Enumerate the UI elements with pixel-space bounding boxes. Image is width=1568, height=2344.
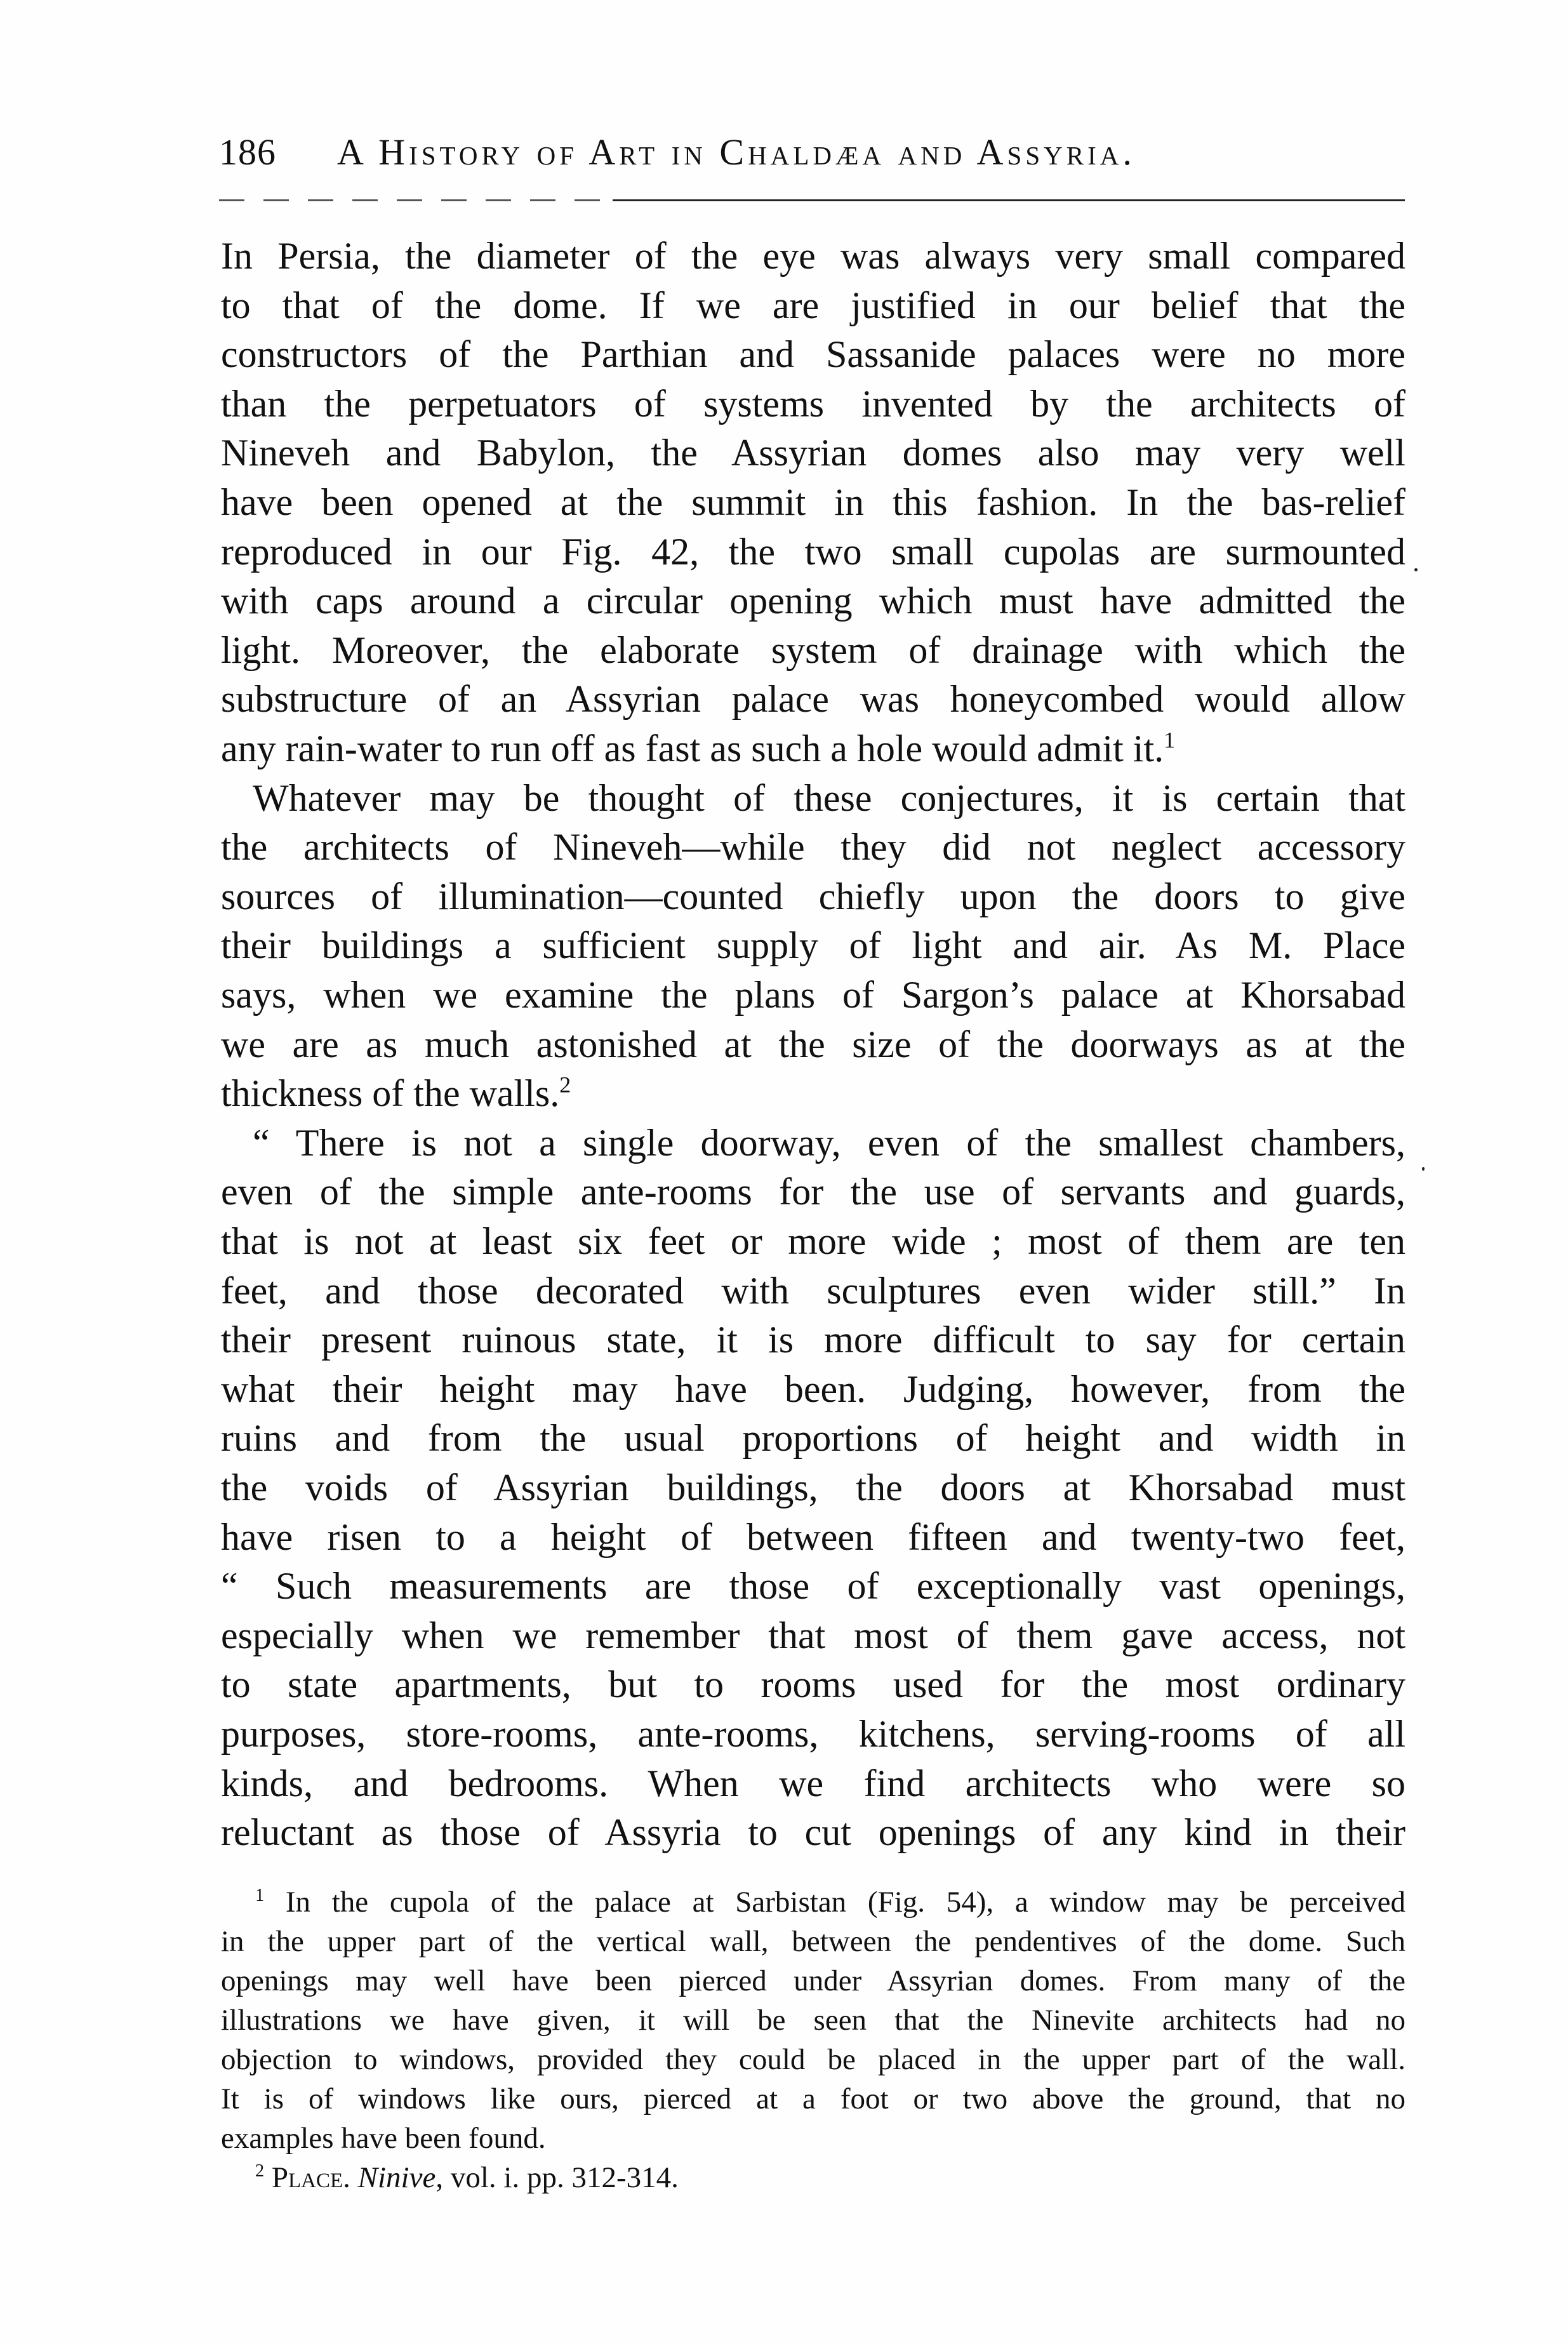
footnote-1	[255, 1882, 1405, 1922]
citation-work: Ninive	[357, 2161, 436, 2194]
text-line: ruins and from the usual proportions of height and width in	[221, 1417, 1405, 1459]
paragraph-start: “ There is not a single doorway, even of the smallest chambers,	[253, 1122, 1405, 1164]
footnote-line: openings may well have been pierced under Assyrian domes. From many of the	[221, 1964, 1405, 1997]
footnote-line: in the upper part of the vertical wall, between the pendentives of the dome. Such	[221, 1925, 1405, 1958]
citation-author: Place.	[271, 2161, 350, 2194]
footnote-line: examples have been found.	[221, 2122, 546, 2155]
text-line: their present ruinous state, it is more difficult to say for certain	[221, 1319, 1405, 1361]
page-number: 186	[219, 131, 276, 173]
citation-details: , vol. i. pp. 312-314.	[435, 2161, 679, 2194]
text-line: kinds, and bedrooms. When we find architects who were so	[221, 1762, 1405, 1804]
text-line: constructors of the Parthian and Sassanide palaces were no more	[221, 333, 1405, 375]
text-line: In Persia, the diameter of the eye was always very small compared	[221, 235, 1405, 277]
header-rule	[219, 199, 1405, 201]
text-line: that is not at least six feet or more wide ; most of them are ten	[221, 1220, 1405, 1262]
print-speck	[1422, 1167, 1425, 1171]
text-line: says, when we examine the plans of Sargon’s palace at Khorsabad	[221, 974, 1405, 1016]
text-line: the voids of Assyrian buildings, the doors at Khorsabad must	[221, 1467, 1405, 1508]
footnote-ref-1[interactable]: 1	[1164, 727, 1176, 753]
paragraph-start: Whatever may be thought of these conjectures, it is certain that	[253, 777, 1405, 819]
running-title: A History of Art in Chaldæa and Assyria.	[337, 131, 1136, 173]
text-line: the architects of Nineveh—while they did not neglect accessory	[221, 826, 1405, 868]
print-speck	[1414, 568, 1418, 571]
text-line: have risen to a height of between fifteen and twenty-two feet,	[221, 1516, 1405, 1558]
text-line	[221, 1069, 1405, 1118]
text-line: we are as much astonished at the size of the doorways as at the	[221, 1023, 1405, 1065]
text-line: reluctant as those of Assyria to cut openings of any kind in their	[221, 1811, 1405, 1853]
text-line: sources of illumination—counted chiefly upon the doors to give	[221, 876, 1405, 917]
text-line: substructure of an Assyrian palace was honeycombed would allow	[221, 678, 1405, 720]
text-line: their buildings a sufficient supply of light and air. As M. Place	[221, 924, 1405, 966]
text-line: to state apartments, but to rooms used for the most ordinary	[221, 1663, 1405, 1705]
footnote-ref-2[interactable]: 2	[559, 1072, 571, 1098]
text-line: purposes, store-rooms, ante-rooms, kitchens, serving-rooms of all	[221, 1713, 1405, 1755]
text-line	[221, 724, 1405, 773]
footnote-2	[255, 2158, 1405, 2197]
text-line: Nineveh and Babylon, the Assyrian domes also may very well	[221, 432, 1405, 474]
line-text: thickness of the walls.	[221, 1072, 560, 1114]
footnote-text: In the cupola of the palace at Sarbistan (Fig. 54), a window may be perceived	[285, 1886, 1406, 1919]
text-line: light. Moreover, the elaborate system of drainage with which the	[221, 629, 1405, 671]
text-line: reproduced in our Fig. 42, the two small cupolas are surmounted	[221, 531, 1405, 573]
footnote-marker: 1	[255, 1886, 265, 1906]
text-line: what their height may have been. Judging, however, from the	[221, 1368, 1405, 1410]
running-head	[219, 130, 1406, 175]
text-line: to that of the dome. If we are justified in our belief that the	[221, 284, 1405, 326]
text-line: have been opened at the summit in this fashion. In the bas-relief	[221, 481, 1405, 523]
footnote-line: illustrations we have given, it will be seen that the Ninevite architects had no	[221, 2004, 1405, 2037]
footnote-marker: 2	[255, 2161, 265, 2181]
footnote-line: objection to windows, provided they could be placed in the upper part of the wall.	[221, 2043, 1405, 2076]
text-line: “ Such measurements are those of exceptionally vast openings,	[221, 1565, 1405, 1607]
text-line: even of the simple ante-rooms for the use of servants and guards,	[221, 1171, 1405, 1213]
text-line: feet, and those decorated with sculptures even wider still.” In	[221, 1270, 1405, 1312]
footnote-line: It is of windows like ours, pierced at a foot or two above the ground, that no	[221, 2082, 1405, 2115]
text-line: with caps around a circular opening which must have admitted the	[221, 580, 1405, 622]
line-text: any rain-water to run off as fast as such a hole would admit it.	[221, 728, 1164, 769]
text-line: especially when we remember that most of them gave access, not	[221, 1615, 1405, 1656]
text-line: than the perpetuators of systems invented by the architects of	[221, 383, 1405, 425]
